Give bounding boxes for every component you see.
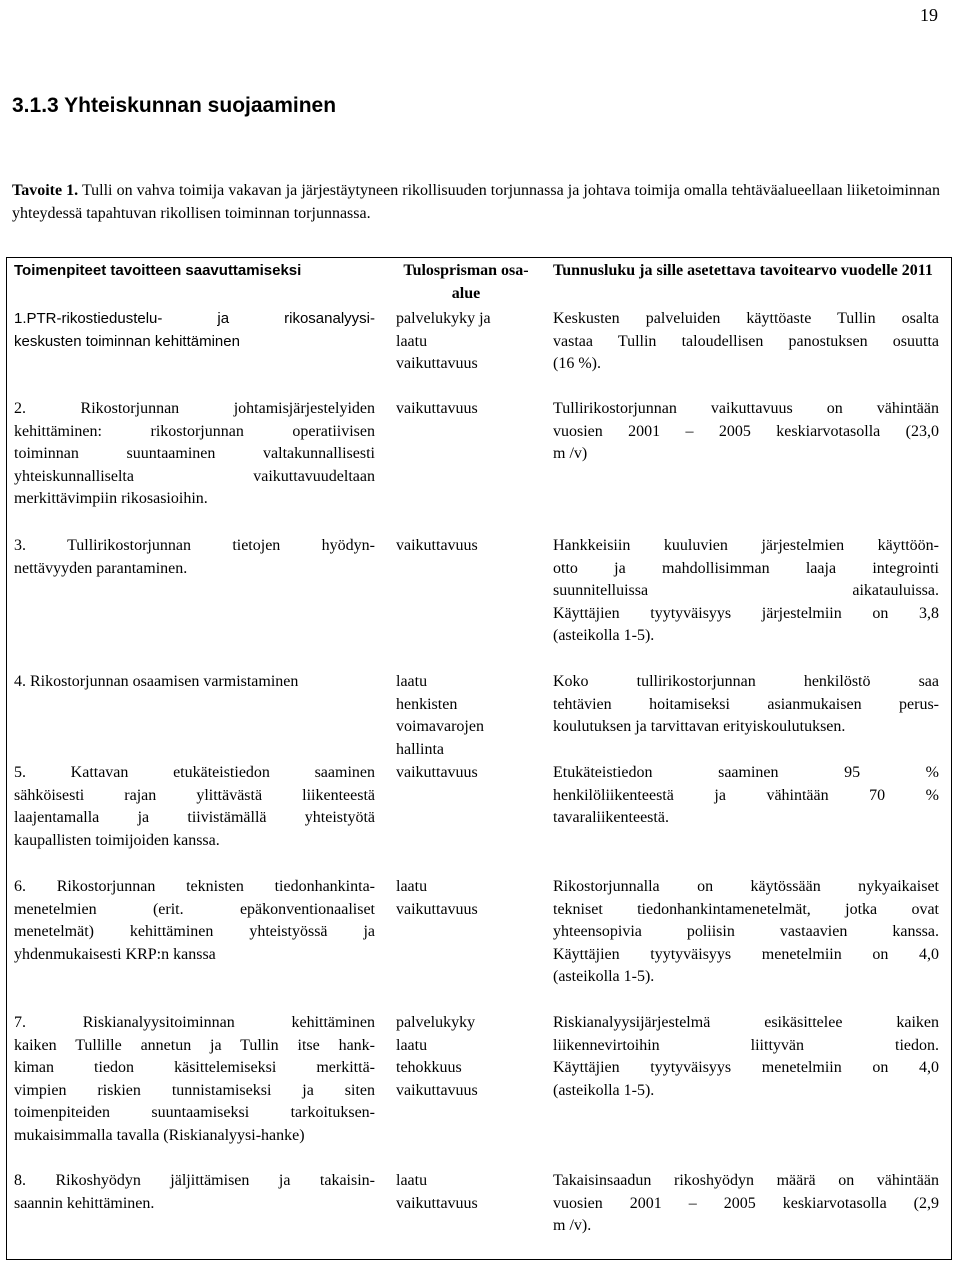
cell-line: tekniset tiedonhankintamenetelmät, jotka ovat [553,900,939,918]
cell-line: yhteiskunnalliselta vaikuttavuudeltaan [14,467,375,485]
measure-cell [14,671,375,694]
page-number: 19 [920,5,938,25]
measure-cell [14,535,375,580]
cell-line: laajentamalla ja tiivistämällä yhteistyötä [14,809,375,826]
indicator-cell [553,308,939,376]
cell-line: Rikostorjunnalla on käytössään nykyaikaiset [553,878,939,895]
header-result-area: Tulosprisman osa-alue [403,262,529,302]
cell-line: laatu [396,673,428,690]
cell-line: kaiken Tullille annetun ja Tullin itse hank- [14,1036,375,1054]
goal-text: Tulli on vahva toimija vakavan ja järjestäytyneen rikollisuuden torjunnassa ja johtava toimija omalla tehtäväalueellaan liiketoiminnan yhteydessä tapahtuvan rikollisen toiminnan torjunnassa. [12,182,940,222]
cell-line: vaikuttavuus [396,537,478,554]
cell-line: Riskianalyysijärjestelmä esikäsittelee kaiken [553,1014,939,1031]
cell-line: suunnitelluissa aikatauluissa. [553,582,939,599]
cell-line: hallinta [396,740,444,758]
cell-line: yhdenmukaisesti KRP:n kanssa [14,945,216,963]
measure-cell [14,1170,375,1215]
indicator-cell [553,762,939,830]
cell-line: Käyttäjien tyytyväisyys menetelmiin on 4,0 [553,945,939,963]
result-area-cell [396,398,533,421]
cell-line: keskusten toiminnan kehittäminen [14,332,240,350]
cell-line: laatu [396,878,428,895]
result-area-cell [396,1012,533,1102]
cell-line: 3. Tullirikostorjunnan tietojen hyödyn- [14,537,375,554]
cell-line: laatu [396,1172,428,1189]
cell-line: koulutuksen ja tarvittavan erityiskoulutuksen. [553,718,846,735]
cell-line: sähköisesti rajan ylittävästä liikenteestä [14,786,375,804]
measure-cell [14,398,375,511]
cell-line: Koko tullirikostorjunnan henkilöstö saa [553,673,939,690]
cell-line: voimavarojen [396,718,484,735]
cell-line: 6. Rikostorjunnan teknisten tiedonhankinta- [14,878,375,895]
result-area-cell [396,876,533,921]
result-area-cell [396,1170,533,1215]
result-area-cell [396,308,533,376]
cell-line: vaikuttavuus [396,900,478,918]
indicator-cell [553,671,939,739]
cell-line: merkittävimpiin rikosasioihin. [14,490,208,507]
cell-line: liikennevirtoihin liittyvän tiedon. [553,1036,939,1054]
cell-line: (16 %). [553,355,601,372]
cell-line: (asteikolla 1-5). [553,968,655,985]
cell-line: 2. Rikostorjunnan johtamisjärjestelyiden [14,400,375,417]
cell-line: 7. Riskianalyysitoiminnan kehittäminen [14,1014,375,1031]
indicator-cell [553,1170,939,1238]
cell-line: 8. Rikoshyödyn jäljittämisen ja takaisin- [14,1172,375,1189]
cell-line: toiminnan suuntaaminen valtakunnallisesti [14,445,375,462]
cell-line: vaikuttavuus [396,400,478,417]
cell-line: nettävyyden parantaminen. [14,559,188,577]
cell-line: m /v). [553,1217,592,1234]
cell-line: vaikuttavuus [396,764,478,781]
goal-paragraph [12,180,940,225]
cell-line: palvelukyky ja [396,310,491,327]
cell-line: vaikuttavuus [396,355,478,372]
cell-line: tehokkuus [396,1059,462,1076]
cell-line: tavaraliikenteestä. [553,809,669,826]
cell-line: henkilöliikenteestä ja vähintään 70 % [553,786,939,804]
cell-line: vuosien 2001 – 2005 keskiarvotasolla (2,9 [553,1194,939,1212]
cell-line: Hankkeisiin kuuluvien järjestelmien käyttöön- [553,537,939,554]
measure-cell [14,1012,375,1147]
cell-line: henkisten [396,695,458,713]
cell-line: Tullirikostorjunnan vaikuttavuus on vähintään [553,400,939,417]
cell-line: Takaisinsaadun rikoshyödyn määrä on vähintään [553,1172,939,1189]
measure-cell [14,762,375,852]
indicator-cell [553,876,939,989]
cell-line: Etukäteistiedon saaminen 95 % [553,764,939,781]
cell-line: otto ja mahdollisimman laaja integrointi [553,559,939,577]
cell-line: kiman tiedon käsittelemiseksi merkittä- [14,1059,375,1076]
cell-line: saannin kehittäminen. [14,1194,155,1212]
cell-line: m /v) [553,445,588,462]
cell-line: kehittäminen: rikostorjunnan operatiivisen [14,422,375,440]
cell-line: menetelmien (erit. epäkonventionaaliset [14,900,375,918]
cell-line: mukaisimmalla tavalla (Riskianalyysi-hanke) [14,1126,305,1144]
indicator-cell [553,1012,939,1102]
section-heading: 3.1.3 Yhteiskunnan suojaaminen [12,94,337,117]
cell-line: yhteensopivia poliisin vastaavien kanssa. [553,923,939,940]
measure-cell [14,308,375,353]
header-measures: Toimenpiteet tavoitteen saavuttamiseksi [14,262,302,279]
cell-line: 5. Kattavan etukäteistiedon saaminen [14,764,375,781]
cell-line: Käyttäjien tyytyväisyys menetelmiin on 4,0 [553,1059,939,1076]
cell-line: tehtävien hoitamiseksi asianmukaisen perus- [553,695,939,713]
cell-line: vastaa Tullin taloudellisen panostuksen osuutta [553,332,939,350]
indicator-cell [553,398,939,466]
cell-line: (asteikolla 1-5). [553,627,655,644]
header-indicator: Tunnusluku ja sille asetettava tavoitearvo vuodelle 2011 [553,262,933,279]
cell-line: 1.PTR-rikostiedustelu- ja rikosanalyysi- [14,310,375,327]
cell-line: laatu [396,1036,428,1054]
cell-line: (asteikolla 1-5). [553,1081,655,1099]
cell-line: vaikuttavuus [396,1194,478,1212]
goal-label: Tavoite 1. [12,182,79,199]
cell-line: laatu [396,332,428,350]
cell-line: palvelukyky [396,1014,476,1031]
measure-cell [14,876,375,966]
cell-line: vimpien riskien tunnistamiseksi ja siten [14,1081,375,1099]
cell-line: Käyttäjien tyytyväisyys järjestelmiin on 3,8 [553,604,939,622]
result-area-cell [396,762,533,785]
cell-line: vaikuttavuus [396,1081,478,1099]
cell-line: menetelmät) kehittäminen yhteistyössä ja [14,923,375,940]
cell-line: kaupallisten toimijoiden kanssa. [14,831,220,849]
result-area-cell [396,535,533,558]
indicator-cell [553,535,939,648]
cell-line: Keskusten palveluiden käyttöaste Tullin osalta [553,310,939,327]
cell-line: 4. Rikostorjunnan osaamisen varmistaminen [14,673,299,690]
cell-line: toimenpiteiden suuntaamiseksi tarkoituksen- [14,1104,375,1121]
result-area-cell [396,671,533,761]
cell-line: vuosien 2001 – 2005 keskiarvotasolla (23,0 [553,422,939,440]
